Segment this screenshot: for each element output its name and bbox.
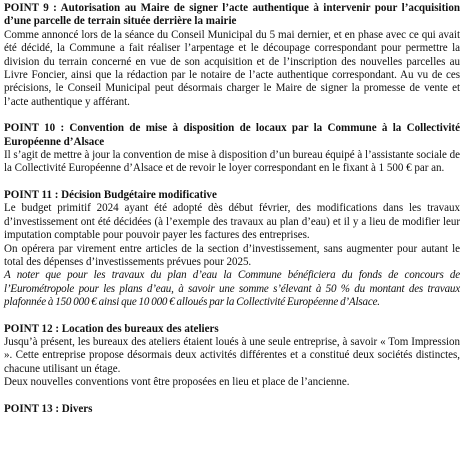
section-point-11 [4, 189, 460, 310]
section-point-9 [4, 2, 460, 109]
section-point-13 [4, 403, 460, 416]
section-paragraph: Il s’agit de mettre à jour la convention de mise à disposition d’un bureau équipé à l’assistante sociale de la Collectivité Européenne d’Alsace et de revoir le loyer correspondant en le fixant à 1 500 € par an. [4, 149, 460, 175]
section-paragraph: Deux nouvelles conventions vont être proposées en lieu et place de l’ancienne. [4, 376, 350, 389]
section-note: A noter que pour les travaux du plan d’eau la Commune bénéficiera du fonds de concours de l’Eurométropole pour les plans d’eau, à savoir une somme s’élevant à 50 % du montant des travaux plafonnée à 150 000 € ainsi que 10 000 € alloués par la Collectivité Européenne d’Alsace. [4, 269, 460, 309]
section-title: POINT 11 : Décision Budgétaire modificative [4, 188, 217, 201]
section-point-10 [4, 122, 460, 176]
section-title: POINT 10 : Convention de mise à disposition de locaux par la Commune à la Collectivité Européenne d’Alsace [4, 122, 460, 148]
section-paragraph: On opérera par virement entre articles de la section d’investissement, sans augmenter pour autant le total des dépenses d’investissements prévues pour 2025. [4, 242, 460, 268]
section-paragraph: Jusqu’à présent, les bureaux des ateliers étaient loués à une seule entreprise, à savoir « Tom Impression ». Cette entreprise propose désormais deux activités différentes et a constitué deux sociétés distinctes, chacune utilisant un étage. [4, 335, 460, 375]
section-point-12 [4, 323, 460, 390]
section-title: POINT 12 : Location des bureaux des ateliers [4, 322, 219, 335]
section-paragraph: Le budget primitif 2024 ayant été adopté dès début février, des modifications dans les travaux d’investissement ont été décidées (à l’exemple des travaux au plan d’eau) et il y a lieu de modifier leur imputation comptable pour pouvoir payer les factures des entreprises. [4, 202, 460, 242]
section-paragraph: Comme annoncé lors de la séance du Conseil Municipal du 5 mai dernier, et en phase avec ce qui avait été décidé, la Commune a fait réaliser l’arpentage et le découpage correspondant pour permettre la division du terrain concerné en vue de son acquisition et de l’inscription des nouvelles parcelles au Livre Foncier, ainsi que la rédaction par le notaire de l’acte authentique correspondant. Au vu de ces précisions, le Conseil Municipal peut désormais charger le Maire de signer la promesse de vente et l’acte authentique y afférant. [4, 28, 460, 108]
section-title: POINT 13 : Divers [4, 402, 93, 415]
section-title: POINT 9 : Autorisation au Maire de signer l’acte authentique à intervenir pour l’acquisition d’une parcelle de terrain située derrière la mairie [4, 2, 460, 28]
